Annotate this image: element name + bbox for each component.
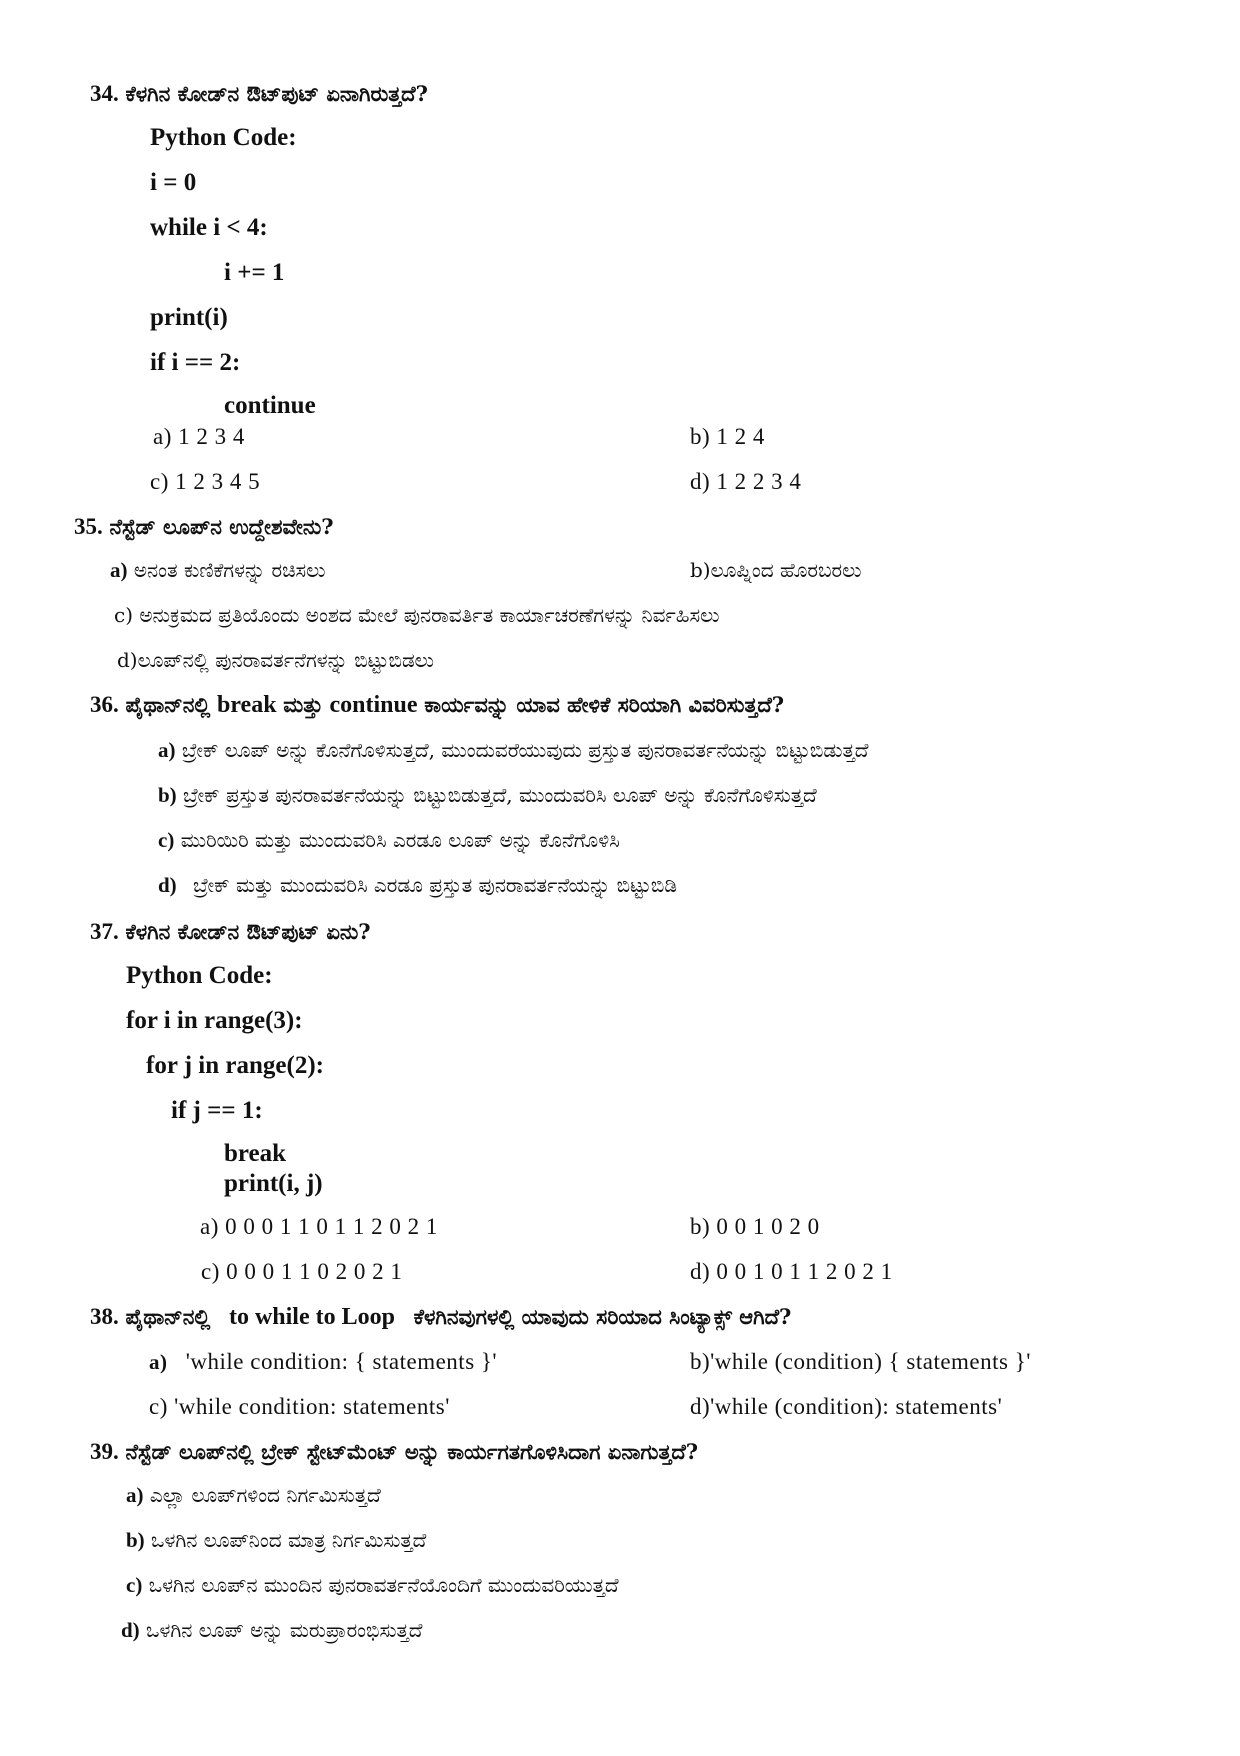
q38-option-d: d)'while (condition): statements' bbox=[690, 1394, 1003, 1419]
q39-option-d-text: ಒಳಗಿನ ಲೂಪ್ ಅನ್ನು ಮರುಪ್ರಾರಂಭಿಸುತ್ತದೆ bbox=[146, 1618, 423, 1642]
q34-heading bbox=[90, 82, 428, 105]
q36-heading bbox=[90, 693, 784, 717]
q39-option-c-text: ಒಳಗಿನ ಲೂಪ್‌ನ ಮುಂದಿನ ಪುನರಾವರ್ತನೆಯೊಂದಿಗೆ ಮುಂದುವರಿಯುತ್ತದೆ bbox=[148, 1573, 619, 1597]
q38-heading bbox=[90, 1305, 791, 1329]
q38-option-b: b)'while (condition) { statements }' bbox=[690, 1349, 1031, 1374]
q36-option-b-label: b) bbox=[158, 783, 177, 807]
q39-option-a-text: ಎಲ್ಲಾ ಲೂಪ್‌ಗಳಿಂದ ನಿರ್ಗಮಿಸುತ್ತದೆ bbox=[149, 1483, 381, 1507]
q34-option-b: b) 1 2 4 bbox=[690, 424, 765, 449]
q34-number: 34. bbox=[90, 81, 119, 106]
q37-code-line: break bbox=[224, 1140, 287, 1167]
q38-text-post: ಕೆಳಗಿನವುಗಳಲ್ಲಿ ಯಾವುದು ಸರಿಯಾದ ಸಿಂಟ್ಯಾಕ್ಸ್ ಆಗಿದೆ? bbox=[413, 1304, 792, 1329]
q36-option-d-text: ಬ್ರೇಕ್ ಮತ್ತು ಮುಂದುವರಿಸಿ ಎರಡೂ ಪ್ರಸ್ತುತ ಪುನರಾವರ್ತನೆಯನ್ನು ಬಿಟ್ಟುಬಿಡಿ bbox=[193, 873, 677, 897]
q38-option-a-label: a) bbox=[149, 1350, 168, 1374]
q37-heading bbox=[90, 920, 371, 943]
q37-number: 37. bbox=[90, 919, 119, 944]
q36-option-c-text: ಮುರಿಯಿರಿ ಮತ್ತು ಮುಂದುವರಿಸಿ ಎರಡೂ ಲೂಪ್ ಅನ್ನು ಕೊನೆಗೊಳಿಸಿ bbox=[180, 828, 620, 852]
q38-number: 38. bbox=[90, 1304, 119, 1329]
q34-code-line: print(i) bbox=[150, 304, 228, 331]
q39-option-d bbox=[121, 1620, 422, 1641]
q39-heading bbox=[90, 1440, 698, 1463]
q36-text-mid: ಮತ್ತು bbox=[283, 692, 323, 717]
q36-option-c-label: c) bbox=[158, 828, 175, 852]
q35-option-a-text: ಅನಂತ ಕುಣಿಕೆಗಳನ್ನು ರಚಿಸಲು bbox=[133, 558, 326, 582]
q34-option-a: a) 1 2 3 4 bbox=[153, 424, 245, 449]
q36-keyword-continue: continue bbox=[329, 692, 418, 718]
q37-code-line: print(i, j) bbox=[224, 1170, 323, 1197]
q38-option-a-text: 'while condition: { statements }' bbox=[185, 1349, 498, 1374]
q39-option-c bbox=[126, 1575, 619, 1596]
q34-option-c: c) 1 2 3 4 5 bbox=[150, 469, 261, 494]
q35-option-a-label: a) bbox=[110, 558, 128, 582]
q36-option-b bbox=[158, 785, 817, 806]
q35-option-a bbox=[110, 560, 325, 581]
q36-option-d-label: d) bbox=[158, 873, 177, 897]
q36-text-pre: ಪೈಥಾನ್‌ನಲ್ಲಿ bbox=[125, 692, 211, 717]
q38-option-a bbox=[149, 1350, 497, 1373]
q35-text: ನೆಸ್ಟೆಡ್ ಲೂಪ್‌ನ ಉದ್ದೇಶವೇನು? bbox=[109, 514, 334, 539]
q36-option-a-label: a) bbox=[158, 738, 176, 762]
q39-option-d-label: d) bbox=[121, 1618, 140, 1642]
q37-code-title: Python Code: bbox=[126, 962, 273, 989]
q36-option-c bbox=[158, 830, 620, 851]
q39-number: 39. bbox=[90, 1439, 119, 1464]
q36-option-d bbox=[158, 875, 677, 896]
q34-text: ಕೆಳಗಿನ ಕೋಡ್‌ನ ಔಟ್‌ಪುಟ್ ಏನಾಗಿರುತ್ತದೆ? bbox=[125, 81, 428, 106]
q38-text-pre: ಪೈಥಾನ್‌ನಲ್ಲಿ bbox=[125, 1304, 211, 1329]
q39-option-b-text: ಒಳಗಿನ ಲೂಪ್‌ನಿಂದ ಮಾತ್ರ ನಿರ್ಗಮಿಸುತ್ತದೆ bbox=[151, 1528, 427, 1552]
q34-option-d: d) 1 2 2 3 4 bbox=[690, 469, 802, 494]
q39-option-b bbox=[126, 1530, 426, 1551]
q37-option-d: d) 0 0 1 0 1 1 2 0 2 1 bbox=[690, 1259, 893, 1284]
q34-code-line: continue bbox=[224, 392, 316, 419]
q36-number: 36. bbox=[90, 692, 119, 717]
q35-option-b: b)ಲೂಪ್ನಿಂದ ಹೊರಬರಲು bbox=[690, 558, 862, 582]
q36-option-b-text: ಬ್ರೇಕ್ ಪ್ರಸ್ತುತ ಪುನರಾವರ್ತನೆಯನ್ನು ಬಿಟ್ಟುಬಿಡುತ್ತದೆ, ಮುಂದುವರಿಸಿ ಲೂಪ್ ಅನ್ನು ಕೊನೆಗೊಳಿಸುತ್ತದೆ bbox=[183, 783, 817, 807]
q36-option-a bbox=[158, 740, 868, 761]
q34-code-line: while i < 4: bbox=[150, 214, 268, 241]
q34-code-line: if i == 2: bbox=[150, 349, 241, 376]
q36-keyword-break: break bbox=[216, 692, 277, 718]
q39-option-c-label: c) bbox=[126, 1573, 143, 1597]
q35-option-d: d)ಲೂಪ್‌ನಲ್ಲಿ ಪುನರಾವರ್ತನೆಗಳನ್ನು ಬಿಟ್ಟುಬಿಡಲು bbox=[117, 648, 435, 672]
q34-code-line: i = 0 bbox=[150, 169, 197, 196]
q34-code-title: Python Code: bbox=[150, 124, 297, 151]
q38-keyword: to while to Loop bbox=[228, 1304, 395, 1330]
q37-code-line: for i in range(3): bbox=[126, 1007, 303, 1034]
q36-text-post: ಕಾರ್ಯವನ್ನು ಯಾವ ಹೇಳಿಕೆ ಸರಿಯಾಗಿ ವಿವರಿಸುತ್ತದೆ? bbox=[424, 692, 785, 717]
q35-number: 35. bbox=[74, 514, 103, 539]
q38-option-c: c) 'while condition: statements' bbox=[149, 1394, 450, 1419]
q39-option-a-label: a) bbox=[126, 1483, 144, 1507]
q34-code-line: i += 1 bbox=[224, 259, 285, 286]
q39-option-a bbox=[126, 1485, 381, 1506]
q37-code-line: for j in range(2): bbox=[146, 1052, 324, 1079]
q39-text: ನೆಸ್ಟೆಡ್ ಲೂಪ್‌ನಲ್ಲಿ ಬ್ರೇಕ್ ಸ್ಟೇಟ್‌ಮೆಂಟ್ ಅನ್ನು ಕಾರ್ಯಗತಗೊಳಿಸಿದಾಗ ಏನಾಗುತ್ತದೆ? bbox=[125, 1439, 699, 1464]
q39-option-b-label: b) bbox=[126, 1528, 145, 1552]
q37-option-c: c) 0 0 0 1 1 0 2 0 2 1 bbox=[201, 1259, 403, 1284]
q35-heading bbox=[74, 515, 334, 538]
q37-option-a: a) 0 0 0 1 1 0 1 1 2 0 2 1 bbox=[200, 1214, 438, 1239]
q36-option-a-text: ಬ್ರೇಕ್ ಲೂಪ್ ಅನ್ನು ಕೊನೆಗೊಳಿಸುತ್ತದೆ, ಮುಂದುವರೆಯುವುದು ಪ್ರಸ್ತುತ ಪುನರಾವರ್ತನೆಯನ್ನು ಬಿಟ್ಟುಬಿಡುತ್ತದೆ bbox=[181, 738, 869, 762]
q37-text: ಕೆಳಗಿನ ಕೋಡ್‌ನ ಔಟ್‌ಪುಟ್ ಏನು? bbox=[125, 919, 371, 944]
q37-option-b: b) 0 0 1 0 2 0 bbox=[690, 1214, 820, 1239]
q35-option-c: c) ಅನುಕ್ರಮದ ಪ್ರತಿಯೊಂದು ಅಂಶದ ಮೇಲೆ ಪುನರಾವರ್ತಿತ ಕಾರ್ಯಾಚರಣೆಗಳನ್ನು ನಿರ್ವಹಿಸಲು bbox=[114, 603, 720, 627]
q37-code-line: if j == 1: bbox=[171, 1097, 263, 1124]
